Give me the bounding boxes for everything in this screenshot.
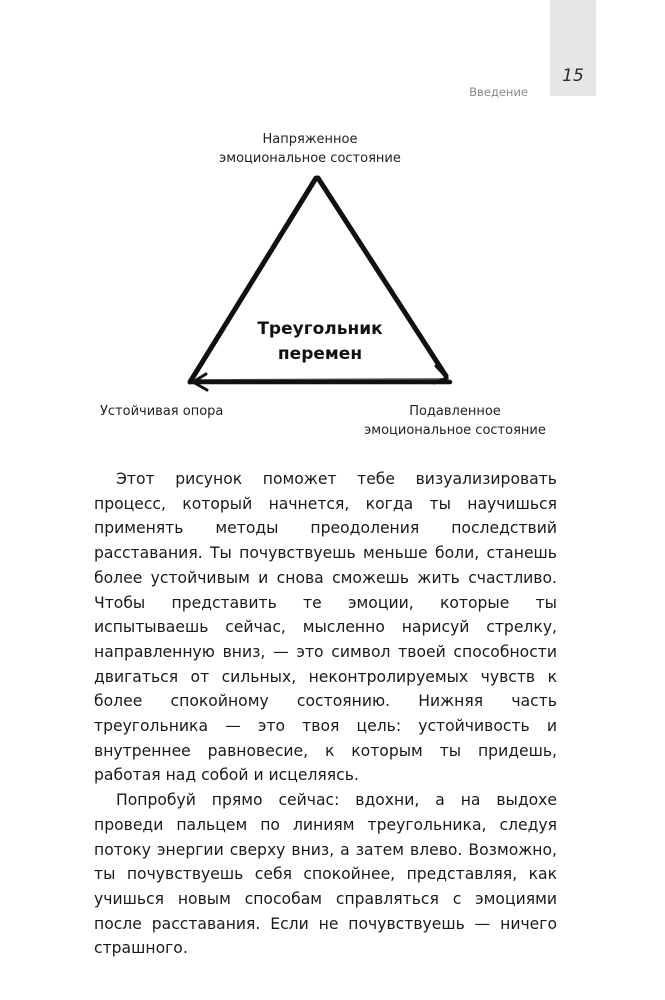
right-label-line1: Подавленное: [409, 404, 501, 419]
top-label-line2: эмоциональное состояние: [219, 151, 401, 166]
right-label-line2: эмоциональное состояние: [364, 423, 546, 438]
top-vertex-label: [170, 130, 450, 168]
triangle-title: [220, 317, 420, 367]
running-head: Введение: [469, 85, 528, 99]
body-text: [94, 467, 557, 961]
paragraph-1: Этот рисунок поможет тебе визуализировать процесс, который начнется, когда ты научишься применять методы преодоления последствий расставания. Ты почувствуешь меньше боли, станешь более устойчивым и снова сможешь жить счастливо. Чтобы представить те эмоции, которые ты испытываешь сейчас, мысленно нарисуй стрелку, направленную вниз, — это символ твоей способности двигаться от сильных, неконтролируемых чувств к более спокойному состоянию. Нижняя часть треугольника — это твоя цель: устойчивость и внутреннее равновесие, к которым ты придешь, работая над собой и исцеляясь.: [94, 470, 557, 785]
top-label-line1: Напряженное: [262, 132, 358, 147]
triangle-title-line2: перемен: [277, 344, 363, 364]
triangle-title-line1: Треугольник: [257, 319, 383, 339]
left-vertex-label: Устойчивая опора: [100, 404, 224, 419]
right-vertex-label: [330, 402, 580, 440]
triangle-diagram: [0, 120, 665, 450]
paragraph-2: Попробуй прямо сейчас: вдохни, а на выдохе проведи пальцем по линиям треугольника, следуя потоку энергии сверху вниз, а затем влево. Возможно, ты почувствуешь себя спокойнее, представляя, как учишься новым способам справляться с эмоциями после расставания. Если не почувствуешь — ничего страшного.: [94, 791, 557, 958]
triangle-shape: [0, 120, 665, 450]
page-number: 15: [562, 66, 584, 86]
